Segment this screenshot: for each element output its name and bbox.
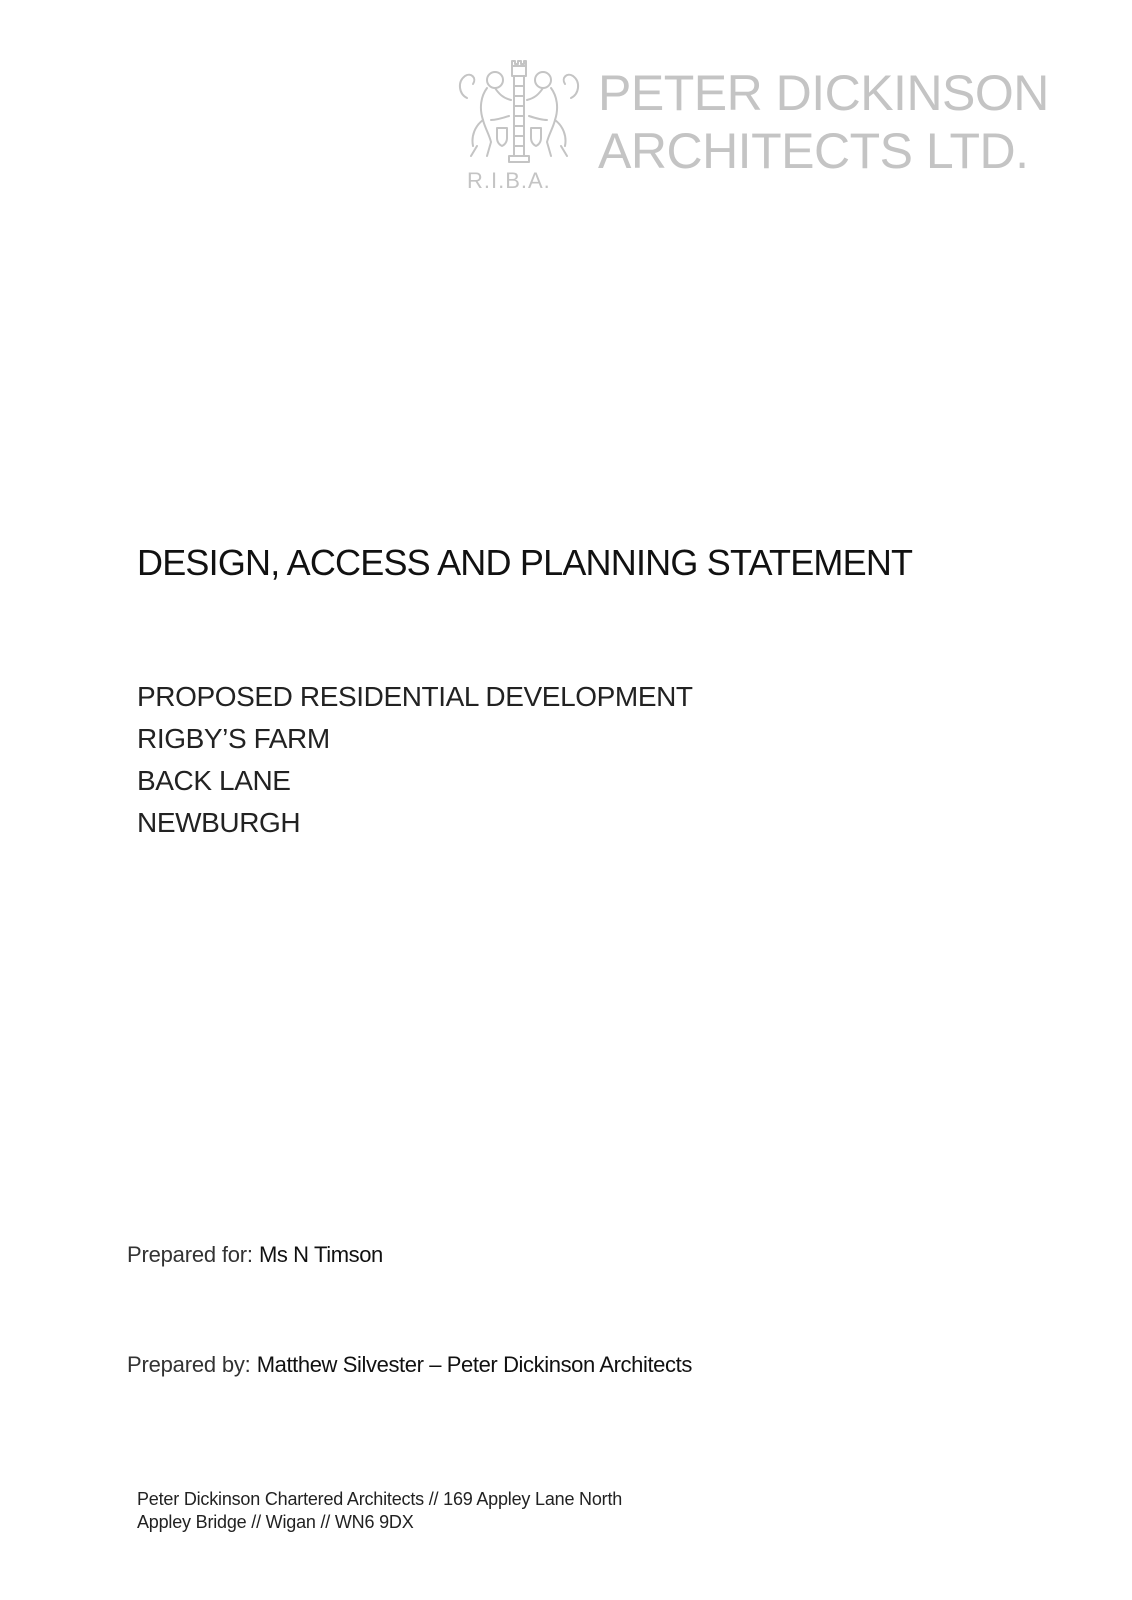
prepared-for-line (127, 1241, 383, 1269)
firm-name-logotype (598, 64, 1049, 180)
prepared-by-label: Prepared by: (127, 1352, 251, 1377)
prepared-by-value: Matthew Silvester – Peter Dickinson Architects (256, 1352, 692, 1377)
prepared-by-line (127, 1351, 692, 1379)
project-description: PROPOSED RESIDENTIAL DEVELOPMENT (137, 681, 693, 712)
firm-name-line1: PETER DICKINSON (598, 65, 1049, 121)
project-street: BACK LANE (137, 765, 291, 796)
firm-name-line2: ARCHITECTS LTD. (598, 123, 1029, 179)
document-title: DESIGN, ACCESS AND PLANNING STATEMENT (137, 542, 913, 583)
project-town: NEWBURGH (137, 807, 301, 838)
project-details (137, 676, 693, 844)
footer-address (137, 1488, 622, 1534)
project-site-name: RIGBY’S FARM (137, 723, 330, 754)
prepared-for-value: Ms N Timson (258, 1242, 383, 1267)
riba-crest-logo (455, 58, 583, 194)
footer-address-line1: Peter Dickinson Chartered Architects // 169 Appley Lane North (137, 1489, 623, 1509)
footer-address-line2: Appley Bridge // Wigan // WN6 9DX (137, 1512, 414, 1532)
prepared-for-label: Prepared for: (127, 1242, 253, 1267)
riba-caption: R.I.B.A. (467, 168, 551, 193)
